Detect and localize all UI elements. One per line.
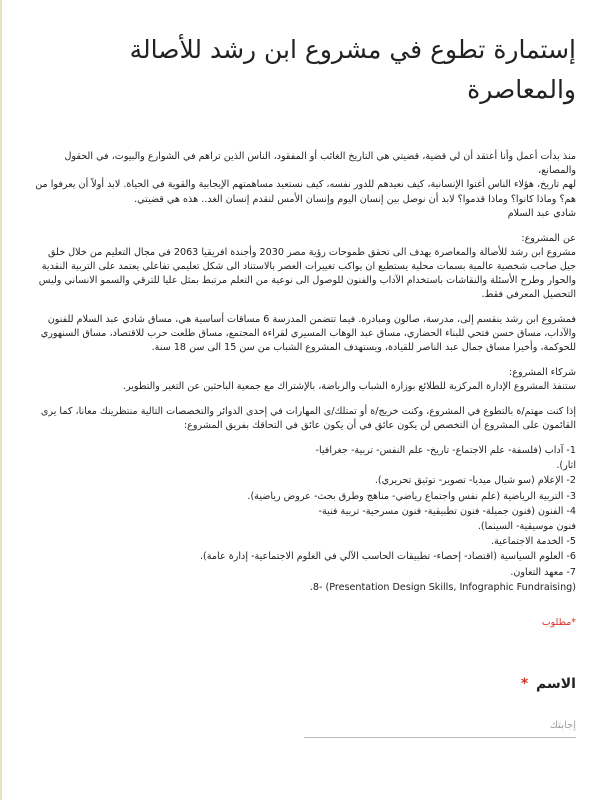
- description-line: والحوار وطرح الأسئلة والنقاشات باستخدام الآداب والفنون للوصول الى نوعية من التعلم مرتبط بمثل عليا للترقي والسمو الانساني وليس: [38, 275, 576, 287]
- list-item: 7- معهد التعاون.: [510, 566, 576, 578]
- name-answer-input[interactable]: [304, 716, 576, 738]
- description-line: القائمون على المشروع أن التخصص لن يكون عائق في أن يكون عائق في التحاقك بفريق المشروع:: [183, 420, 576, 432]
- list-item: (Presentation Design Skills, Infographic Fundraising) -8.: [309, 581, 576, 593]
- description-about: [24, 232, 576, 303]
- form-title-line-2: والمعاصرة: [467, 75, 576, 104]
- description-line: منذ بدأت أعمل وأنا أعتقد أن لي قضية، قضيتي هي التاريخ الغائب أو المفقود، الناس الذين تراهم في الشوارع والبيوت، في الحقول والمصانع،: [64, 151, 576, 177]
- question-label: الاسم: [536, 675, 576, 692]
- description-line: والآداب، مساق حسن فتحي للبناء الحضاري، مساق عبد الوهاب المسيري لقراءة المجتمع، مساق طلعت حرب للاقتصاد، مساق السنهوري: [40, 328, 576, 340]
- specialties-list: [24, 444, 576, 595]
- form-title-line-1: إستمارة تطوع في مشروع ابن رشد للأصالة: [129, 35, 576, 64]
- list-item: فنون موسيقية- السينما).: [477, 520, 576, 532]
- description-line: هم؟ وماذا كانوا؟ وماذا قدموا؟ لابد أن نوصل بين إنسان اليوم وإنسان الأمس لنقدم إنسان الغد.. هذه هي قضيتي.: [134, 193, 576, 205]
- description-line: للحوكمة، وأخيرا مساق جمال عبد الناصر للقيادة، ويستهدف المشروع الشباب من سن 15 الى سن 18 سنة.: [151, 342, 576, 354]
- list-item: 5- الخدمة الاجتماعية.: [490, 536, 576, 548]
- list-item: 3- التربية الرياضية (علم نفس واجتماع رياضي- مناهج وطرق بحث- عروض رياضية).: [247, 490, 576, 502]
- form-description: [24, 150, 576, 595]
- description-line: مشروع ابن رشد للأصالة والمعاصرة يهدف الى تحقق طموحات رؤية مصر 2030 وأجندة افريقيا 2063 في مجال التعليم من خلال خلق: [48, 246, 576, 258]
- description-line: التحصيل المعرفي فقط.: [481, 289, 576, 301]
- list-item: 1- آداب (فلسفة- علم الاجتماع- تاريخ- علم النفس- تربية- جغرافيا-: [315, 444, 576, 456]
- description-heading-about: عن المشروع:: [521, 232, 576, 244]
- question-name: [24, 676, 576, 738]
- description-heading-partners: شركاء المشروع:: [509, 367, 576, 379]
- description-line: فمشروع ابن رشد ينقسم إلى، مدرسة، صالون ومبادرة. فيما تتضمن المدرسة 6 مساقات أساسية هي، مساق شادي عبد السلام للفنون: [47, 314, 576, 326]
- description-line: إذا كنت مهتم/ة بالتطوع في المشروع، وكنت خريج/ة أو تمتلك/ى المهارات في إحدى الدوائر والتخصصات التالية منتظرينك معانا، كما يرى: [40, 406, 576, 418]
- description-partners: [24, 366, 576, 394]
- description-line: لهم تاريخ، هؤلاء الناس أغنوا الإنسانية، كيف نعيدهم للدور نفسه، كيف نستعيد مساهمتهم الإيجابية والقوية في الحياة. لابد أولاً أن يعرفوا من: [35, 179, 576, 191]
- description-quote: [24, 150, 576, 221]
- description-line: جيل صاحب شخصية عالمية بسمات محلية يستطيع ان يواكب تغييرات العصر بالاستناد الى شكل تعليمي تفاعلي يعتمد على التربية النقدية: [41, 260, 576, 272]
- question-title: [24, 676, 576, 692]
- required-asterisk: *: [520, 675, 529, 692]
- description-quote-author: شادي عبد السلام: [507, 207, 576, 219]
- form-card: [2, 0, 598, 800]
- list-item: 4- الفنون (فنون جميلة- فنون تطبيقية- فنون مسرحية- تربية فنية-: [318, 505, 576, 517]
- required-note: *مطلوب: [541, 616, 576, 628]
- list-item: 6- العلوم السياسية (اقتصاد- إحصاء- تطبيقات الحاسب الآلي في العلوم الاجتماعية- إدارة عامة).: [199, 551, 576, 563]
- description-line: ستنفذ المشروع الإدارة المركزية للطلائع بوزارة الشباب والرياضة، بالإشتراك مع جمعية الباحثين عن التغير والتطوير.: [122, 381, 576, 393]
- list-item: 2- الإعلام (سو شيال ميديا- تصوير- توثيق تحريري).: [374, 475, 576, 487]
- description-structure: [24, 313, 576, 356]
- description-call-to-volunteer: [24, 405, 576, 433]
- form-title: [24, 30, 576, 110]
- list-item: اثار).: [556, 460, 576, 472]
